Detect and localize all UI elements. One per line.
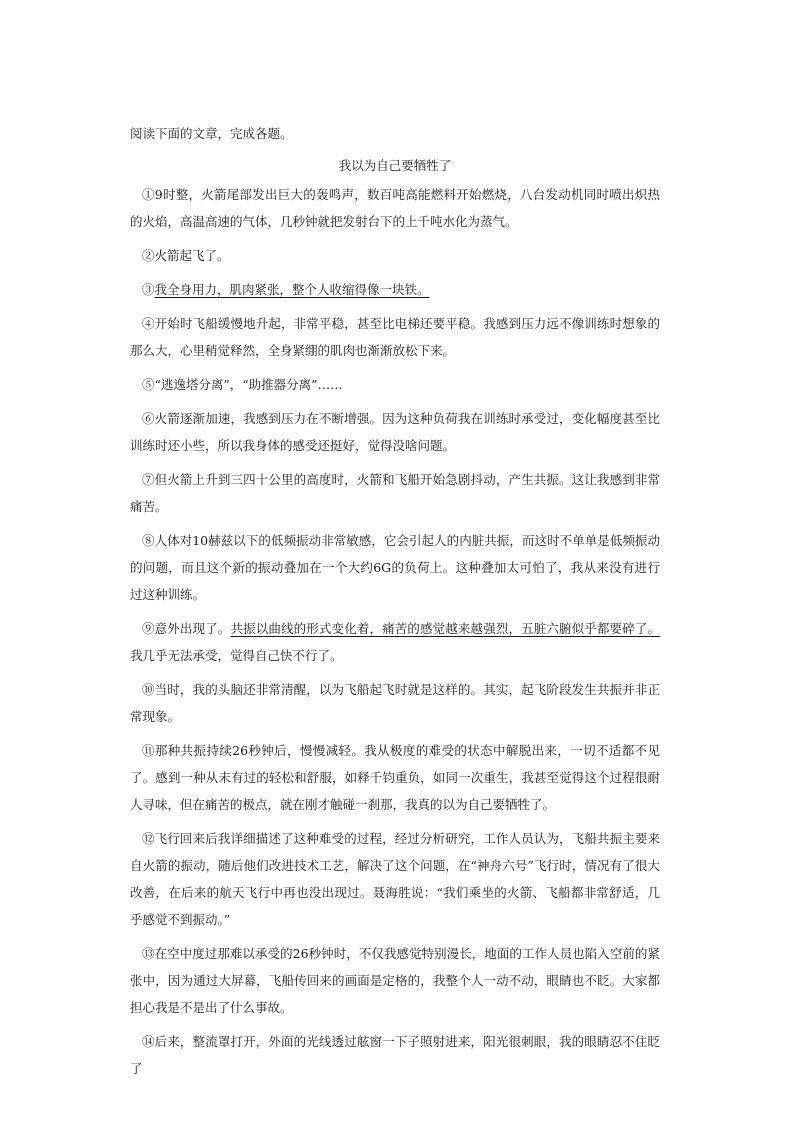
paragraph (130, 466, 660, 520)
paragraph-number: ⑬ (142, 946, 155, 961)
paragraph (130, 825, 660, 933)
paragraph-text: 后来，整流罩打开，外面的光线透过舷窗一下子照射进来，阳光很刺眼，我的眼睛忍不住眨了 (130, 1034, 660, 1076)
paragraph-text: “逃逸塔分离”，“助推器分离”…… (154, 377, 343, 392)
paragraph (130, 940, 660, 1021)
paragraph (130, 405, 660, 459)
paragraph-number: ⑩ (142, 682, 155, 697)
paragraph-number: ⑭ (142, 1034, 155, 1049)
paragraph-number: ② (142, 248, 155, 263)
paragraph-text: 火箭起飞了。 (154, 248, 230, 263)
paragraph-number: ⑦ (142, 472, 155, 487)
paragraph-text: 飞行回来后我详细描述了这种难受的过程，经过分析研究，工作人员认为，飞船共振主要来自火箭的振动，随后他们改进技术工艺，解决了这个问题，在“神舟六号”飞行时，情况有了很大改善，在后来的航天飞行中再也没出现过。聂海胜说：“我们乘坐的火箭、飞船都非常舒适，几乎感觉不到振动。” (130, 831, 660, 927)
paragraph (130, 371, 660, 398)
paragraph-text: 但火箭上升到三四十公里的高度时，火箭和飞船开始急剧抖动，产生共振。这让我感到非常痛苦。 (130, 472, 660, 514)
paragraph-number: ⑥ (142, 411, 155, 426)
paragraph (130, 1028, 660, 1082)
article-body (130, 181, 660, 1082)
paragraph-number: ⑪ (142, 743, 155, 758)
paragraph-number: ④ (142, 316, 155, 331)
paragraph-number: ③ (142, 282, 155, 297)
paragraph-text: 当时，我的头脑还非常清醒，以为飞船起飞时就是这样的。其实，起飞阶段发生共振并非正常现象。 (130, 682, 660, 724)
paragraph-text: 火箭逐渐加速，我感到压力在不断增强。因为这种负荷我在训练时承受过，变化幅度甚至比训练时还小些，所以我身体的感受还挺好，觉得没啥问题。 (130, 411, 660, 453)
underlined-sentence: 共振以曲线的形式变化着，痛苦的感觉越来越强烈，五脏六腑似乎都要碎了。 (230, 621, 660, 636)
paragraph-text: 那种共振持续26秒钟后，慢慢减轻。我从极度的难受的状态中解脱出来，一切不适都不见了。感到一种从未有过的轻松和舒服，如释千钧重负，如同一次重生，我甚至觉得这个过程很耐人寻味，但在痛苦的极点，就在刚才触碰一刹那，我真的以为自己要牺牲了。 (130, 743, 660, 812)
document-page (130, 120, 660, 1089)
instruction-text: 阅读下面的文章，完成各题。 (130, 126, 293, 141)
paragraph (130, 181, 660, 235)
paragraph-text: 9时整，火箭尾部发出巨大的轰鸣声，数百吨高能燃料开始燃烧，八台发动机同时喷出炽热的火焰，高温高速的气体，几秒钟就把发射台下的上千吨水化为蒸气。 (130, 187, 660, 229)
article-title: 我以为自己要牺牲了 (338, 158, 452, 173)
paragraph (130, 737, 660, 818)
paragraph (130, 242, 660, 269)
paragraph (130, 676, 660, 730)
paragraph-text: 人体对10赫兹以下的低频振动非常敏感，它会引起人的内脏共振，而这时不单单是低频振动的问题，而且这个新的振动叠加在一个大约6G的负荷上。这种叠加太可怕了，我从来没有进行过这种训练。 (130, 533, 660, 602)
paragraph (130, 527, 660, 608)
paragraph-text: 开始时飞船缓慢地升起，非常平稳，甚至比电梯还要平稳。我感到压力远不像训练时想象的那么大，心里稍觉释然，全身紧绷的肌肉也渐渐放松下来。 (130, 316, 660, 358)
paragraph-text: 我几乎无法承受，觉得自己快不行了。 (130, 648, 343, 663)
paragraph-text: 意外出现了。 (154, 621, 231, 636)
paragraph-number: ⑫ (142, 831, 155, 846)
paragraph (130, 276, 660, 303)
paragraph-number: ⑧ (142, 533, 155, 548)
paragraph-text: 在空中度过那难以承受的26秒钟时，不仅我感觉特别漫长，地面的工作人员也陷入空前的紧张中，因为通过大屏幕，飞船传回来的画面是定格的，我整个人一动不动，眼睛也不眨。大家都担心我是不是出了什么事故。 (130, 946, 660, 1015)
paragraph-number: ① (142, 187, 155, 202)
paragraph-number: ⑨ (142, 621, 155, 636)
paragraph (130, 615, 660, 669)
paragraph-number: ⑤ (142, 377, 155, 392)
underlined-sentence: 我全身用力，肌肉紧张，整个人收缩得像一块铁。 (154, 282, 430, 297)
paragraph (130, 310, 660, 364)
